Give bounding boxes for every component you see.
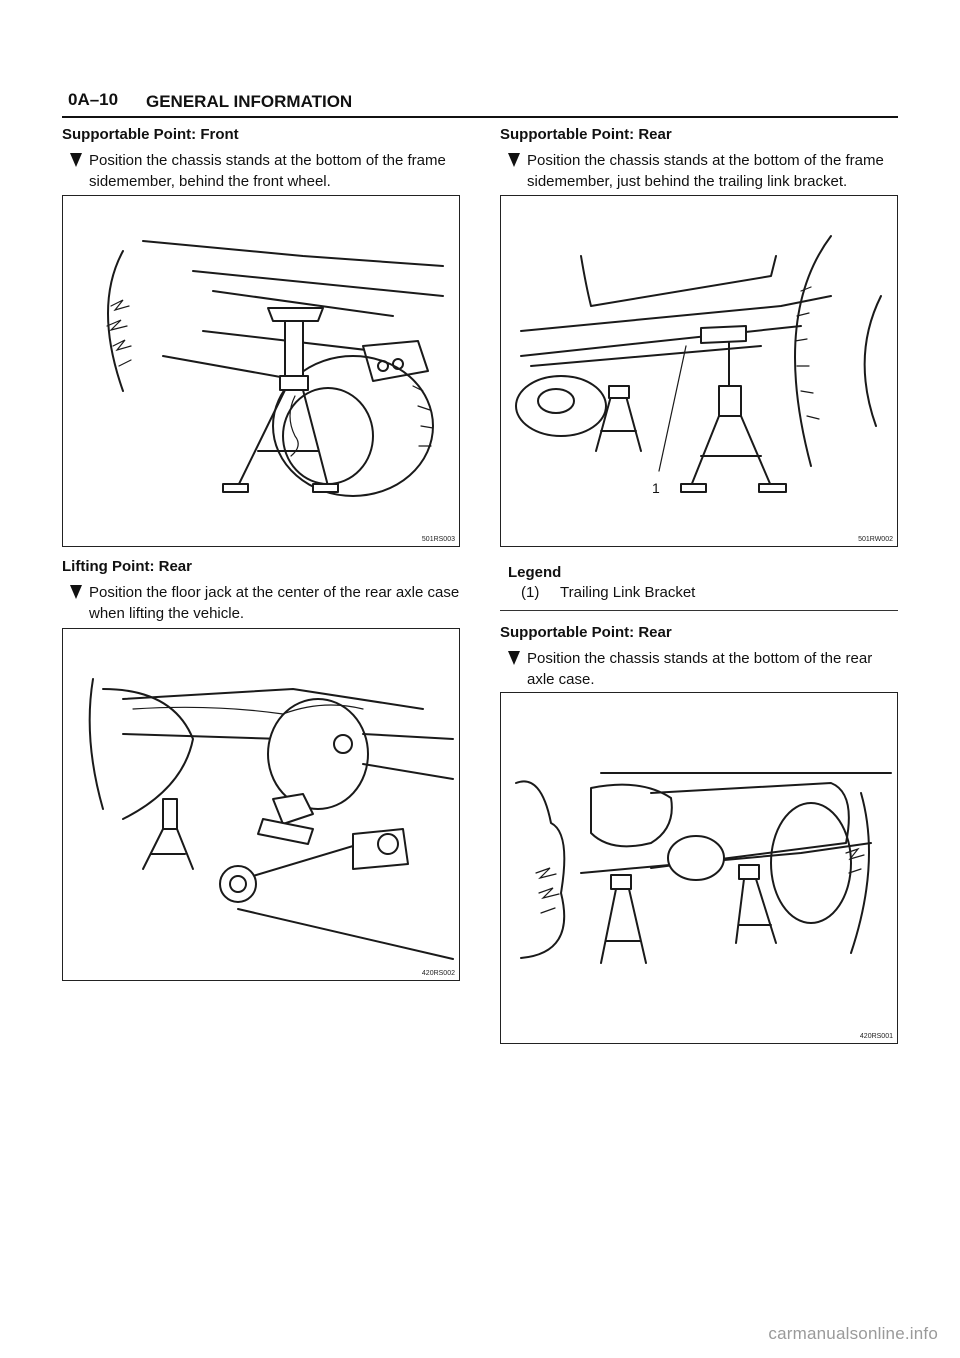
lifting-point-figure [62, 628, 460, 981]
section-title: GENERAL INFORMATION [146, 92, 353, 111]
rear-support-frame-heading: Supportable Point: Rear [500, 126, 672, 143]
legend-divider [500, 610, 898, 611]
page-number: 0A–10 [68, 90, 119, 109]
rear-support-axle-bullet-text: Position the chassis stands at the bottom of the rear axle case. [527, 650, 873, 688]
legend-title: Legend [508, 564, 562, 581]
header-rule [62, 116, 898, 118]
legend-item-label: Trailing Link Bracket [560, 584, 696, 601]
rear-axle-chassis-stand-illustration [501, 693, 897, 1043]
bullet-triangle-icon [508, 153, 520, 167]
rear-support-frame-bullet [527, 150, 900, 192]
front-support-figure-code: 501RS003 [421, 536, 455, 543]
lifting-point-bullet-text: Position the floor jack at the center of the rear axle case when lifting the vehicle. [89, 584, 460, 622]
rear-support-axle-figure [500, 692, 898, 1044]
rear-support-axle-figure-code: 420RS001 [859, 1033, 893, 1040]
rear-floor-jack-illustration [63, 629, 459, 980]
bullet-triangle-icon [508, 651, 520, 665]
rear-support-frame-figure-code: 501RW002 [858, 536, 893, 543]
front-support-bullet [89, 150, 462, 192]
bullet-triangle-icon [70, 153, 82, 167]
rear-support-axle-heading: Supportable Point: Rear [500, 624, 672, 641]
front-support-heading: Supportable Point: Front [62, 126, 239, 143]
bullet-triangle-icon [70, 585, 82, 599]
front-chassis-stand-illustration [63, 196, 459, 546]
site-watermark: carmanualsonline.info [768, 1324, 938, 1343]
front-support-figure [62, 195, 460, 547]
rear-frame-chassis-stand-illustration [501, 196, 897, 546]
legend-item-number: (1) [521, 584, 540, 601]
lifting-point-bullet [89, 582, 462, 624]
lifting-point-heading: Lifting Point: Rear [62, 558, 192, 575]
rear-support-frame-bullet-text: Position the chassis stands at the bottom of the frame sidemember, just behind the trailing link bracket. [527, 152, 884, 190]
rear-support-frame-figure [500, 195, 898, 547]
rear-support-axle-bullet [527, 648, 900, 690]
lifting-point-figure-code: 420RS002 [421, 970, 455, 977]
front-support-bullet-text: Position the chassis stands at the bottom of the frame sidemember, behind the front wheel. [89, 152, 446, 190]
trailing-link-callout-number: 1 [652, 480, 660, 496]
